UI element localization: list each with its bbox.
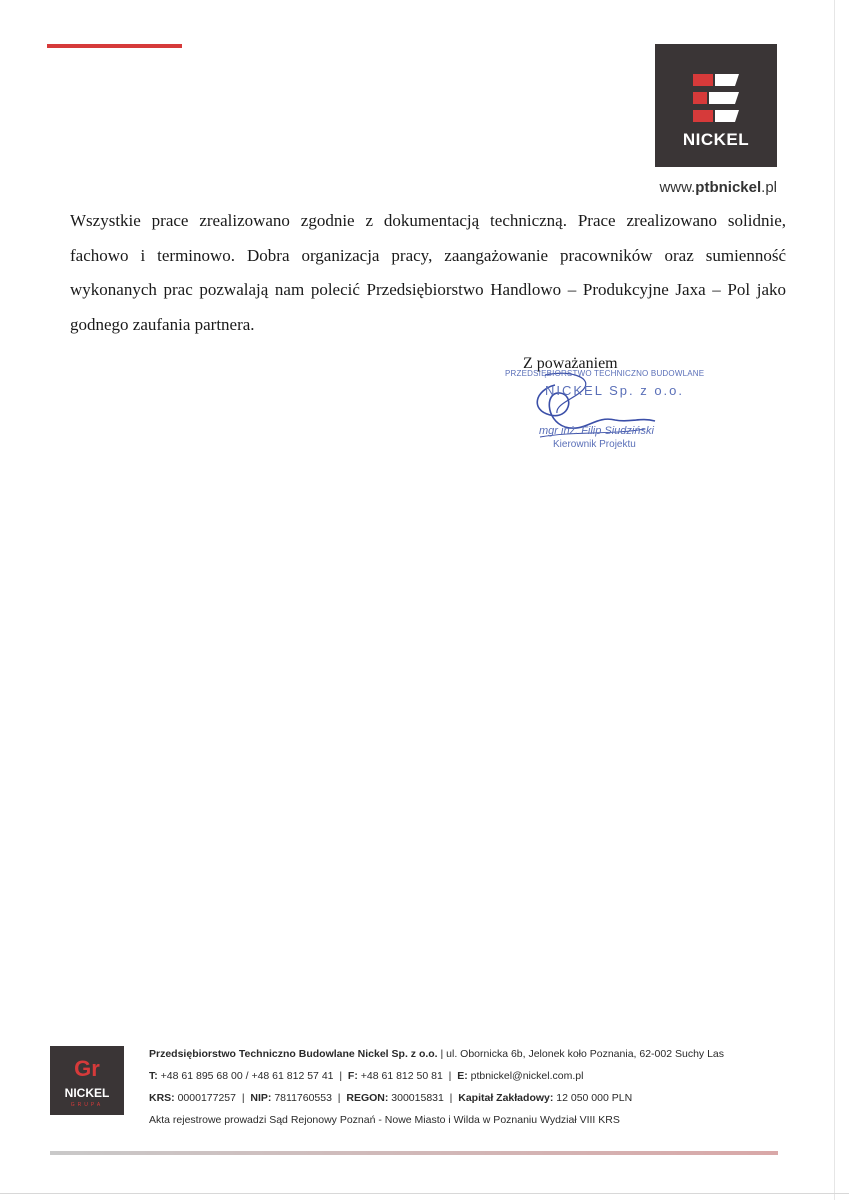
footer-email[interactable]: ptbnickel@nickel.com.pl [467,1070,584,1082]
footer-line-3: KRS: 0000177257 | NIP: 7811760553 | REGON: 300015831 | Kapitał Zakładowy: 12 050 000 PLN [149,1092,633,1104]
stamp-company: PRZEDSIĘBIORSTWO TECHNICZNO BUDOWLANE [505,369,705,378]
group-logo-icon: Gr [74,1056,100,1081]
stamp-person-name: mgr inż. Filip Siudziński [539,425,654,437]
footer-company-info [149,1043,789,1131]
page-edge [834,0,835,1200]
footer-line-2: T: +48 61 895 68 00 / +48 61 812 57 41 | F: +48 61 812 50 81 | E: ptbnickel@nickel.com.pl [149,1070,584,1082]
logo-wordmark: NICKEL [682,130,750,149]
bottom-rule [50,1151,778,1155]
page-edge-bottom [0,1193,849,1194]
footer-logo-word: NICKEL [64,1086,110,1100]
nickel-logo-icon [693,74,739,122]
footer-logo-sub: GRUPA [70,1102,104,1108]
closing-phrase: Z poważaniem [523,355,618,372]
website-url[interactable]: www.ptbnickel.pl [659,179,777,196]
top-accent-rule [47,44,182,48]
letter-body: Wszystkie prace zrealizowano zgodnie z dokumentacją techniczną. Prace zrealizowano solidnie, fachowo i terminowo. Dobra organizacja pracy, zaangażowanie pracowników oraz sumienność wykonanych prac pozwalają nam polecić Przedsiębiorstwo Handlowo – Produkcyjne Jaxa – Pol jako godnego zaufania partnera. [70,211,786,334]
footer-line-4: Akta rejestrowe prowadzi Sąd Rejonowy Poznań - Nowe Miasto i Wilda w Poznaniu Wydział VIII KRS [149,1114,620,1126]
stamp-company-name: NICKEL Sp. z o.o. [545,383,685,398]
stamp-role: Kierownik Projektu [553,439,636,450]
footer-line-1: Przedsiębiorstwo Techniczno Budowlane Nickel Sp. z o.o. | ul. Obornicka 6b, Jelonek koło Poznania, 62-002 Suchy Las [149,1048,725,1060]
footer-group-logo [50,1046,124,1115]
nickel-logo [655,44,777,167]
signature-block [505,355,725,455]
